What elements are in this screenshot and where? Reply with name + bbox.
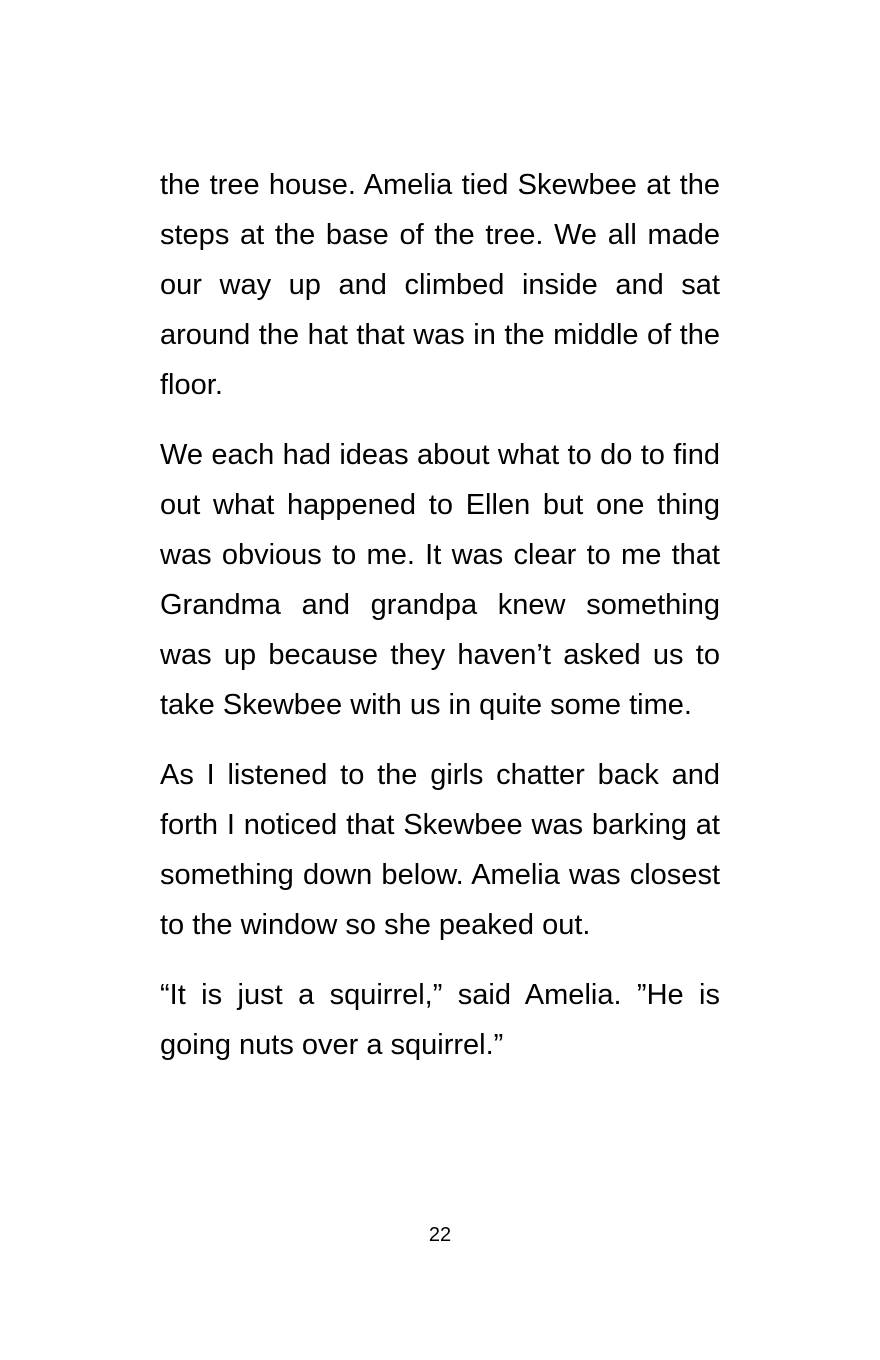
paragraph-1: the tree house. Amelia tied Skewbee at the steps at the base of the tree. We all made our way up and climbed inside and sat around the hat that was in the middle of the floor. <box>160 169 720 401</box>
paragraph-3: As I listened to the girls chatter back and forth I noticed that Skewbee was barking at something down below. Amelia was closest to the window so she peaked out. <box>160 759 720 941</box>
paragraph-4: “It is just a squirrel,” said Amelia. ”He is going nuts over a squirrel.” <box>160 979 720 1061</box>
paragraph-2: We each had ideas about what to do to find out what happened to Ellen but one thing was obvious to me. It was clear to me that Grandma and grandpa knew something was up because they haven’t asked us to take Skewbee with us in quite some time. <box>160 439 720 721</box>
page-number: 22 <box>428 1224 452 1246</box>
page-body <box>160 160 720 1090</box>
